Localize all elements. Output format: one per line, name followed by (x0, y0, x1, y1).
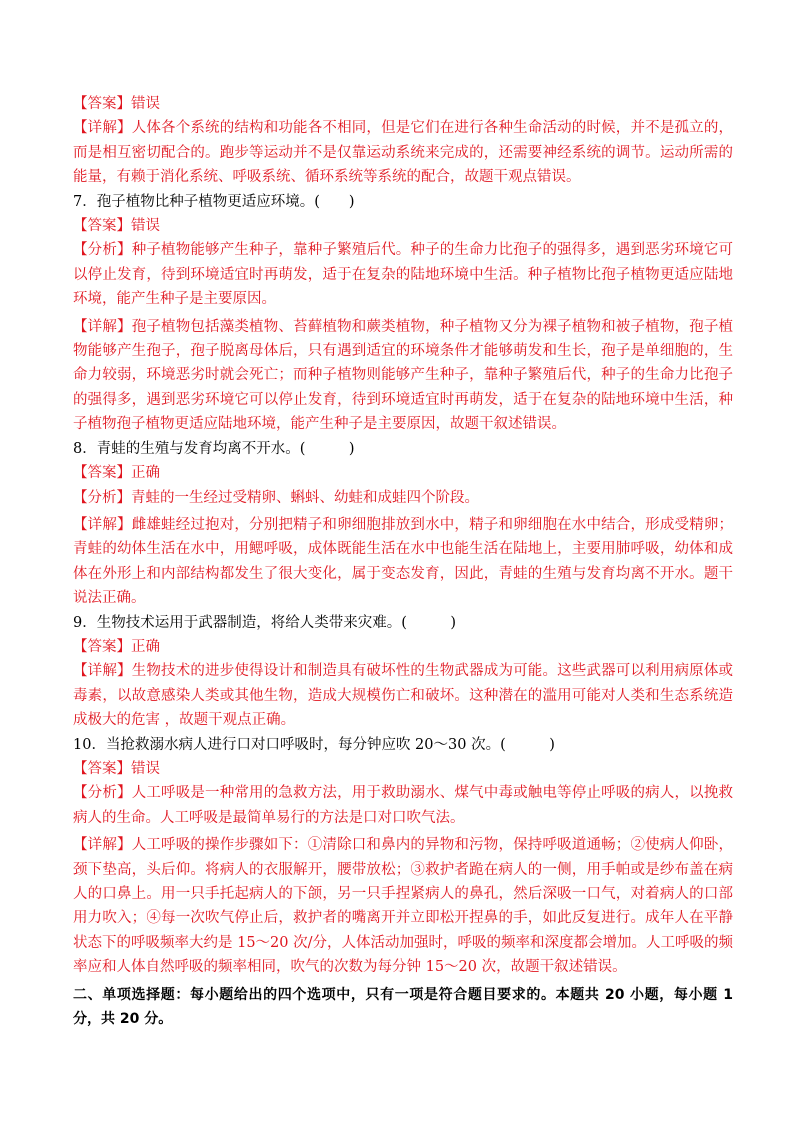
explanation-paragraph (73, 116, 733, 189)
explanation-text: 生物技术的进步使得设计和制造具有破坏性的生物武器成为可能。这些武器可以利用病原体或毒素，以故意感染人类或其他生物，造成大规模伤亡和破坏。这种潜在的滥用可能对人类和生态系统造成极大的危害 ，故题干观点正确。 (73, 663, 734, 729)
answer-line (73, 635, 733, 659)
analysis-text: 人工呼吸是一种常用的急救方法，用于救助溺水、煤气中毒或触电等停止呼吸的病人，以挽救病人的生命。人工呼吸是最简单易行的方法是口对口吹气法。 (73, 785, 734, 826)
explanation-tag: 【详解】 (73, 837, 132, 854)
analysis-paragraph (73, 486, 733, 510)
answer-text: 正确 (131, 465, 160, 482)
explanation-text: 人体各个系统的结构和功能各不相同，但是它们在进行各种生命活动的时候，并不是孤立的，而是相互密切配合的。跑步等运动并不是仅靠运动系统来完成的，还需要神经系统的调节。运动所需的能量，有赖于消化系统、呼吸系统、循环系统等系统的配合，故题干观点错误。 (73, 120, 734, 186)
answer-line (73, 214, 733, 238)
explanation-paragraph (73, 833, 733, 979)
analysis-tag: 【分析】 (73, 489, 131, 506)
document-content (73, 92, 733, 1031)
question-8: 8．青蛙的生殖与发育均离不开水。( ) (73, 440, 355, 457)
answer-line (73, 461, 733, 485)
explanation-tag: 【详解】 (73, 516, 132, 533)
analysis-paragraph (73, 781, 733, 830)
answer-tag: 【答案】 (73, 638, 131, 655)
question-7: 7．孢子植物比种子植物更适应环境。( ) (73, 193, 355, 210)
question-10: 10．当抢救溺水病人进行口对口呼吸时，每分钟应吹 20～30 次。( ) (73, 736, 555, 753)
analysis-tag: 【分析】 (73, 242, 132, 259)
answer-tag: 【答案】 (73, 760, 131, 777)
answer-text: 错误 (131, 218, 160, 235)
explanation-tag: 【详解】 (73, 120, 132, 137)
explanation-text: 人工呼吸的操作步骤如下：①清除口和鼻内的异物和污物，保持呼吸道通畅；②使病人仰卧，颈下垫高，头后仰。将病人的衣服解开，腰带放松；③救护者跪在病人的一侧，用手帕或是纱布盖在病人的口鼻上。用一只手托起病人的下颌，另一只手捏紧病人的鼻孔，然后深吸一口气，对着病人的口部用力吹入；④每一次吹气停止后，救护者的嘴离开并立即松开捏鼻的手，如此反复进行。成年人在平静状态下的呼吸频率大约是 15～20 次/分，人体活动加强时，呼吸的频率和深度都会增加。人工呼吸的频率应和人体自然呼吸的频率相同，吹气的次数为每分钟 15～20 次，故题干叙述错误。 (73, 837, 734, 976)
explanation-tag: 【详解】 (73, 318, 132, 335)
explanation-text: 雌雄蛙经过抱对，分别把精子和卵细胞排放到水中，精子和卵细胞在水中结合，形成受精卵；青蛙的幼体生活在水中，用鳃呼吸，成体既能生活在水中也能生活在陆地上，主要用肺呼吸，幼体和成体在外形上和内部结构都发生了很大变化，属于变态发育，因此，青蛙的生殖与发育均离不开水。题干说法正确。 (73, 516, 734, 607)
answer-tag: 【答案】 (73, 465, 131, 482)
analysis-tag: 【分析】 (73, 785, 132, 802)
answer-text: 错误 (131, 96, 160, 112)
explanation-paragraph (73, 513, 733, 611)
answer-tag: 【答案】 (73, 96, 131, 112)
analysis-text: 青蛙的一生经过受精卵、蝌蚪、幼蛙和成蛙四个阶段。 (131, 489, 479, 506)
answer-line (73, 92, 733, 116)
explanation-tag: 【详解】 (73, 663, 132, 680)
analysis-paragraph (73, 238, 733, 311)
explanation-text: 孢子植物包括藻类植物、苔藓植物和蕨类植物，种子植物又分为裸子植物和被子植物，孢子植物能够产生孢子，孢子脱离母体后，只有遇到适宜的环境条件才能够萌发和生长，孢子是单细胞的，生命力较弱，环境恶劣时就会死亡；而种子植物则能够产生种子，靠种子繁殖后代，种子的生命力比孢子的强得多，遇到恶劣环境它可以停止发育，待到环境适宜时再萌发，适于在复杂的陆地环境中生活，种子植物孢子植物更适应陆地环境，能产生种子是主要原因，故题干叙述错误。 (73, 318, 734, 433)
question-9: 9．生物技术运用于武器制造，将给人类带来灾难。( ) (73, 614, 457, 631)
explanation-paragraph (73, 315, 733, 437)
analysis-text: 种子植物能够产生种子，靠种子繁殖后代。种子的生命力比孢子的强得多，遇到恶劣环境它可以停止发育，待到环境适宜时再萌发，适于在复杂的陆地环境中生活。种子植物比孢子植物更适应陆地环境，能产生种子是主要原因。 (73, 242, 734, 308)
answer-tag: 【答案】 (73, 218, 131, 235)
answer-text: 错误 (131, 760, 160, 777)
explanation-paragraph (73, 659, 733, 732)
answer-line (73, 757, 733, 781)
section-heading: 二、单项选择题：每小题给出的四个选项中，只有一项是符合题目要求的。本题共 20 小题，每小题 1 分，共 20 分。 (73, 986, 733, 1028)
answer-text: 正确 (131, 638, 160, 655)
